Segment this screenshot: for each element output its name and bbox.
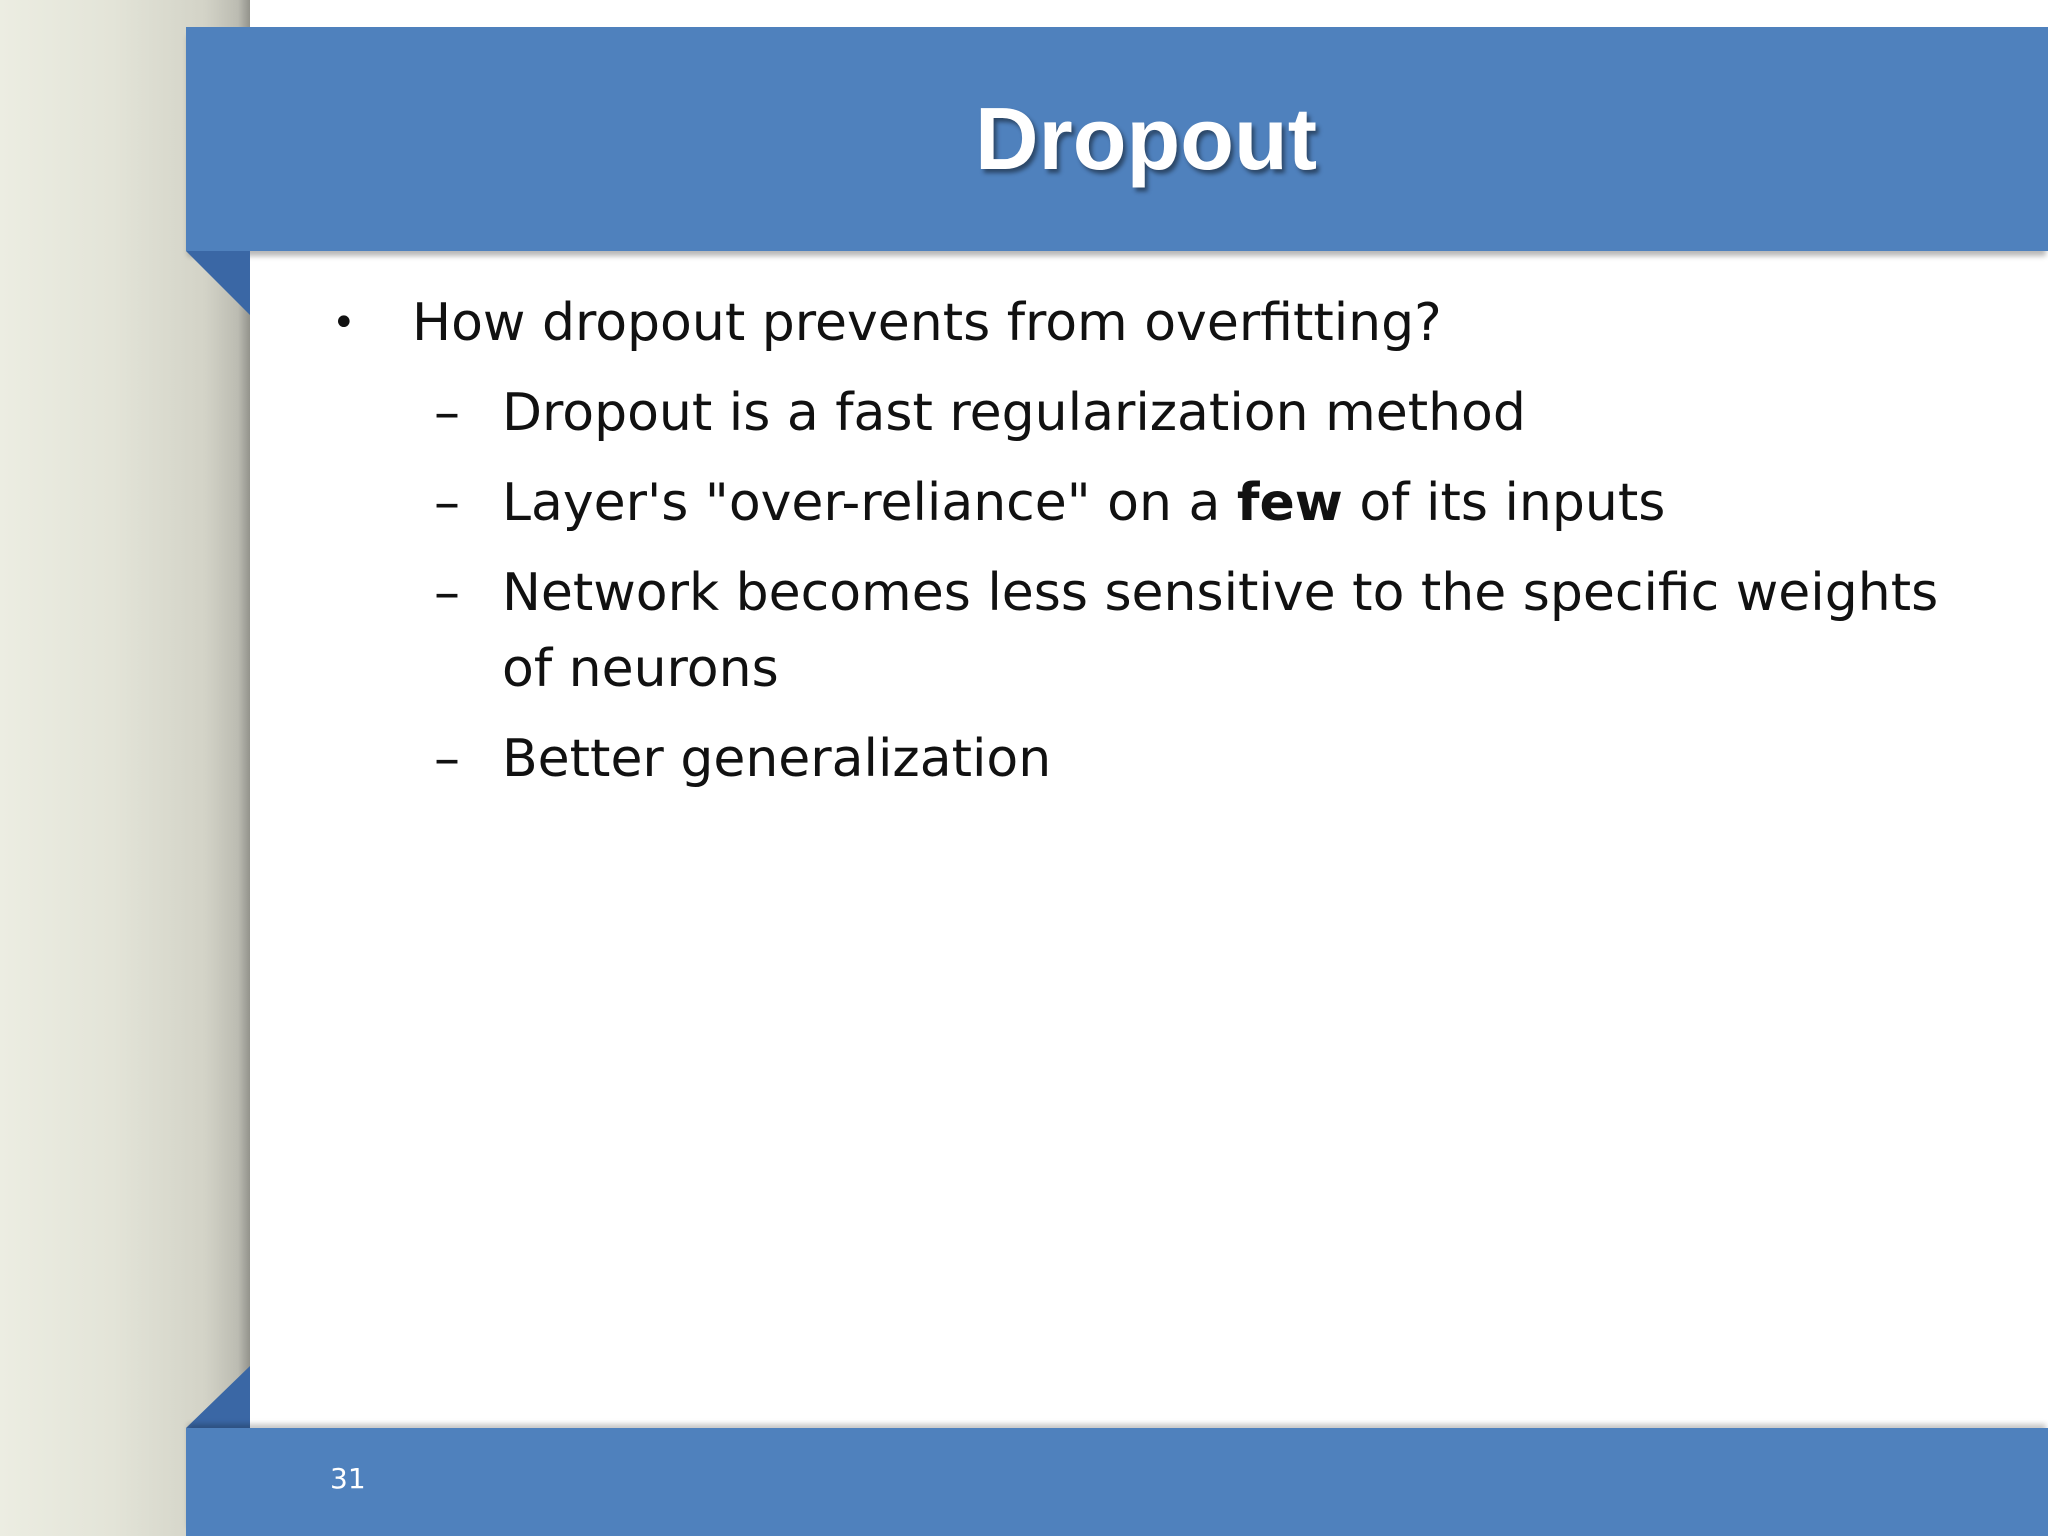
footer-band bbox=[186, 1428, 2048, 1536]
sub-bullet-text: Better generalization bbox=[502, 729, 1052, 789]
bullet-icon: • bbox=[332, 300, 356, 346]
sub-bullet-bold-word: few bbox=[1236, 473, 1343, 533]
dash-icon: – bbox=[434, 383, 460, 443]
bullet-text: How dropout prevents from overfitting? bbox=[412, 293, 1442, 353]
sub-bullet-item bbox=[250, 465, 1950, 541]
sub-bullet-item bbox=[250, 375, 1950, 451]
sub-bullet-text: Dropout is a fast regularization method bbox=[502, 383, 1526, 443]
title-band-fold bbox=[186, 251, 250, 315]
sub-bullet-text-part: Layer's "over-reliance" on a bbox=[502, 473, 1237, 533]
bullet-item bbox=[250, 285, 1950, 361]
sub-bullet-item bbox=[250, 555, 1950, 707]
dash-icon: – bbox=[434, 729, 460, 789]
sub-bullet-item bbox=[250, 721, 1950, 797]
slide-number: 31 bbox=[330, 1462, 366, 1495]
dash-icon: – bbox=[434, 563, 460, 623]
sub-bullet-text-part: of its inputs bbox=[1342, 473, 1666, 533]
slide-title: Dropout bbox=[974, 89, 1318, 188]
dash-icon: – bbox=[434, 473, 460, 533]
footer-band-fold bbox=[186, 1366, 250, 1428]
slide-body bbox=[250, 285, 1950, 811]
sub-bullet-text: Network becomes less sensitive to the specific weights of neurons bbox=[502, 563, 1939, 699]
